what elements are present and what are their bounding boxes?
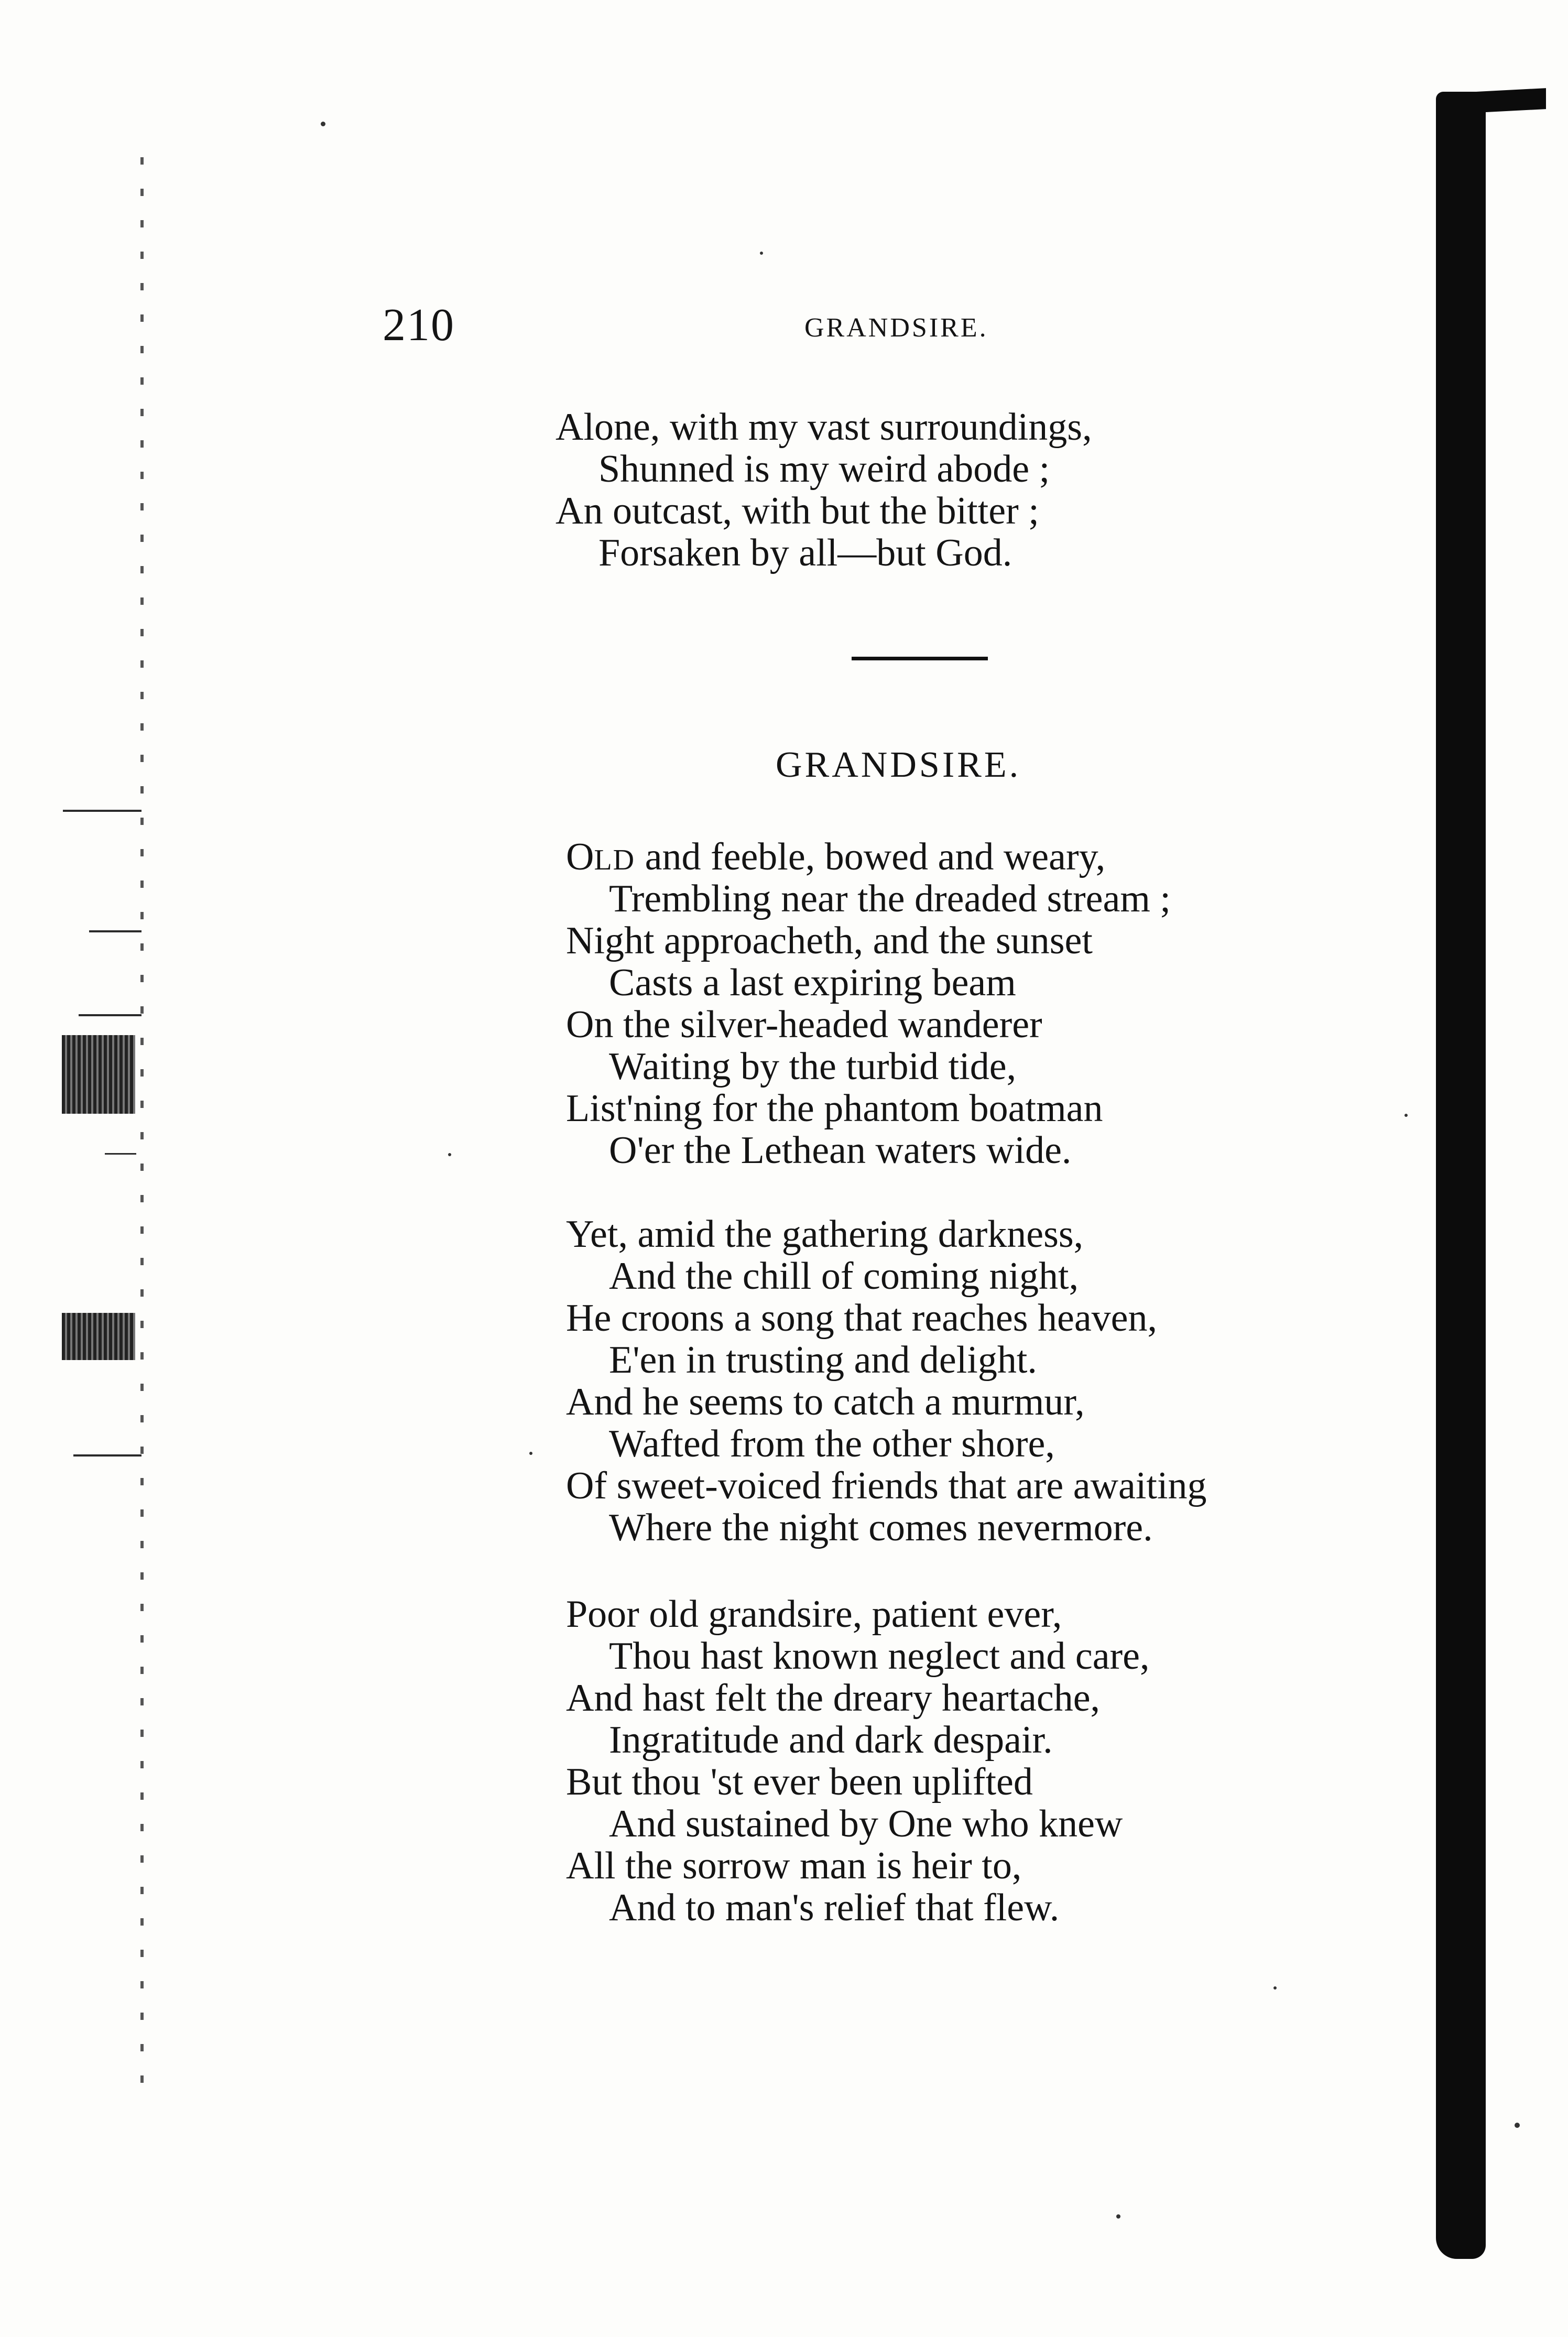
- poem-line: An outcast, with but the bitter ;: [556, 490, 1039, 532]
- poem-stanza-2: [566, 1213, 1207, 1549]
- poem-line: And sustained by One who knew: [609, 1802, 1123, 1845]
- poem-title: GRANDSIRE.: [776, 745, 1021, 785]
- poem-stanza-3: [566, 1593, 1150, 1929]
- binding-edge-top: [1467, 88, 1546, 113]
- poem-line: Of sweet-voiced friends that are awaiting: [566, 1464, 1207, 1507]
- poem-line: Poor old grandsire, patient ever,: [566, 1593, 1062, 1636]
- poem-line: And hast felt the dreary heartache,: [566, 1677, 1101, 1720]
- poem-line: Yet, amid the gathering darkness,: [566, 1213, 1084, 1256]
- poem-line: All the sorrow man is heir to,: [566, 1844, 1022, 1887]
- poem-line: List'ning for the phantom boatman: [566, 1087, 1103, 1130]
- poem-line-first: [566, 836, 1171, 878]
- poem-line: And to man's relief that flew.: [609, 1886, 1060, 1929]
- poem-line: Casts a last expiring beam: [609, 961, 1016, 1004]
- poem-line: Thou hast known neglect and care,: [609, 1635, 1150, 1678]
- poem-line: But thou 'st ever been uplifted: [566, 1760, 1033, 1803]
- page-header: [0, 299, 1568, 356]
- page-number: 210: [383, 300, 455, 351]
- first-line-rest: and feeble, bowed and weary,: [635, 835, 1106, 878]
- previous-poem-stanza: [556, 406, 1092, 574]
- binding-edge: [1436, 92, 1486, 2259]
- poem-line: And the chill of coming night,: [609, 1255, 1079, 1298]
- poem-line: Shunned is my weird abode ;: [598, 448, 1050, 491]
- section-divider: [852, 657, 988, 660]
- poem-line: Forsaken by all—but God.: [598, 531, 1012, 574]
- poem-line: E'en in trusting and delight.: [609, 1339, 1037, 1382]
- poem-stanza-1: [566, 836, 1171, 1171]
- poem-line: Wafted from the other shore,: [609, 1422, 1055, 1465]
- poem-line: On the silver-headed wanderer: [566, 1003, 1042, 1046]
- drop-initial: O: [566, 835, 594, 878]
- running-head: GRANDSIRE.: [804, 313, 988, 343]
- poem-line: He croons a song that reaches heaven,: [566, 1297, 1158, 1340]
- small-caps-word: LD: [594, 844, 636, 876]
- poem-line: Ingratitude and dark despair.: [609, 1719, 1053, 1762]
- poem-line: Where the night comes nevermore.: [609, 1506, 1153, 1549]
- poem-line: Waiting by the turbid tide,: [609, 1045, 1017, 1088]
- poem-line: Alone, with my vast surroundings,: [556, 406, 1092, 449]
- poem-line: O'er the Lethean waters wide.: [609, 1129, 1072, 1172]
- poem-line: Night approacheth, and the sunset: [566, 919, 1093, 962]
- poem-line: Trembling near the dreaded stream ;: [609, 877, 1171, 920]
- poem-line: And he seems to catch a murmur,: [566, 1381, 1085, 1423]
